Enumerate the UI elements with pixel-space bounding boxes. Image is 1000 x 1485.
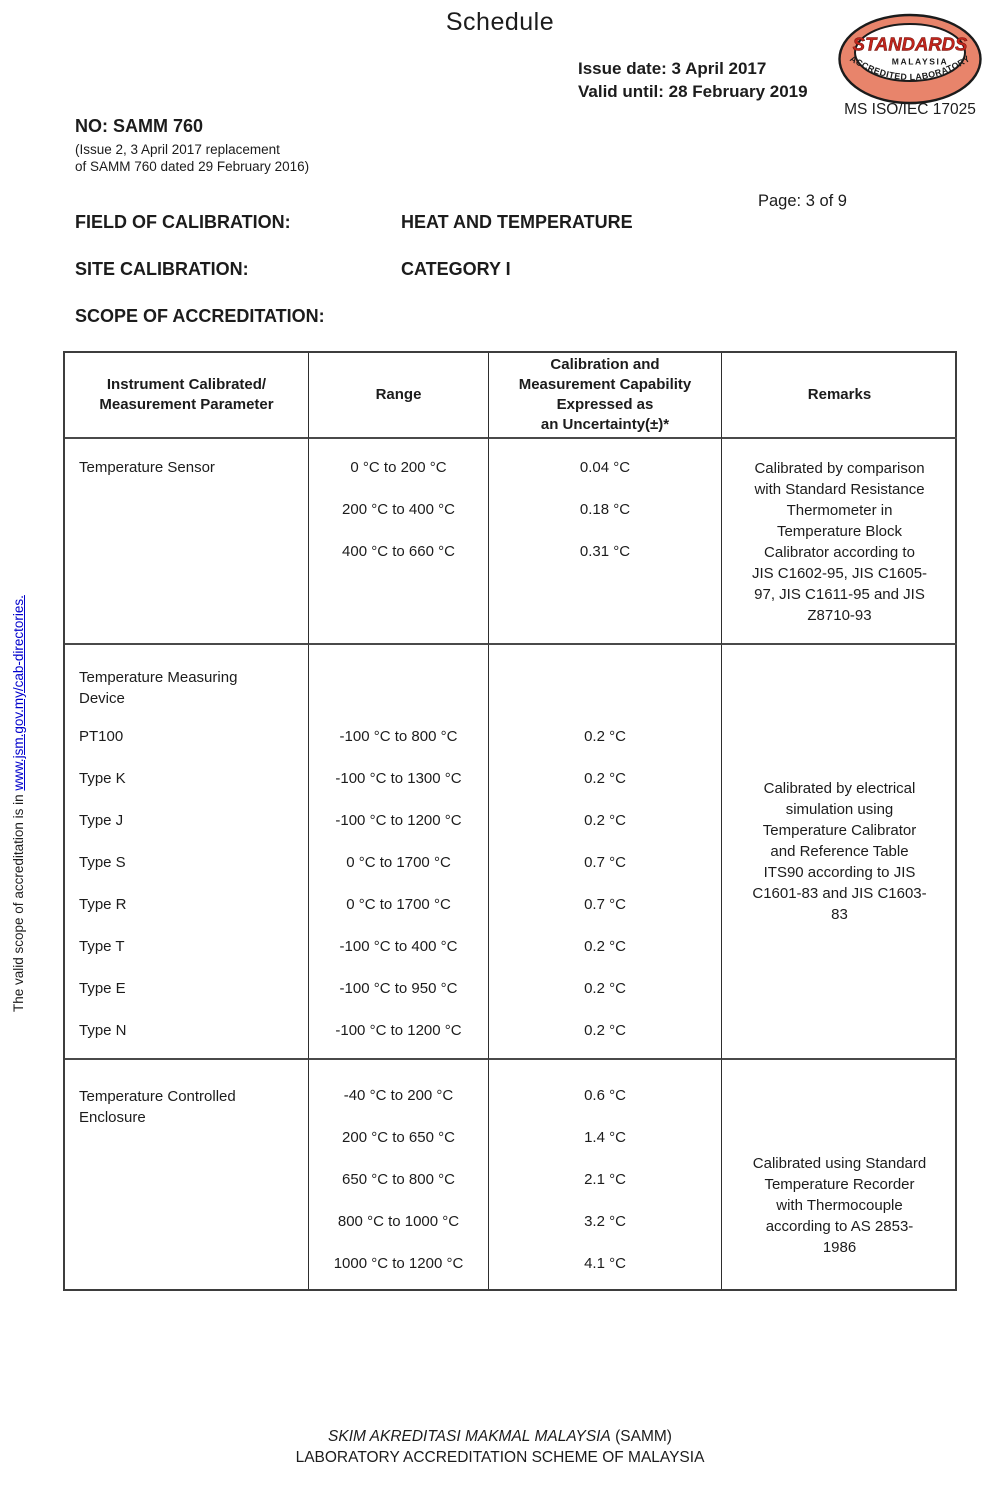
column-header-remarks: Remarks [722, 353, 957, 439]
table-row-remarks-cell: Calibrated by comparison with Standard Resistance Thermometer in Temperature Block Calibrator according to JIS C1602-95, JIS C1605-97, JIS C1611-95 and JIS Z8710-93 [722, 439, 957, 645]
site-calibration-label: SITE CALIBRATION: [75, 259, 249, 279]
table-row-range-cell: -40 °C to 200 °C 200 °C to 650 °C 650 °C to 800 °C 800 °C to 1000 °C 1000 °C to 1200 °C [309, 1060, 489, 1289]
table-row-instrument-cell: Temperature Sensor [65, 439, 309, 645]
field-of-calibration-label: FIELD OF CALIBRATION: [75, 212, 291, 232]
instrument-heading: Temperature Measuring Device [79, 669, 238, 707]
instrument-heading: Temperature Controlled Enclosure [79, 1088, 236, 1126]
table-row-remarks-cell: Calibrated by electrical simulation using Temperature Calibrator and Reference Table ITS90 according to JIS C1601-83 and JIS C1603-83 [722, 645, 957, 1060]
standards-malaysia-logo-icon [836, 13, 984, 105]
table-row-instrument-cell: Temperature Measuring Device PT100 Type K Type J Type S Type R Type T Type E Type N [65, 645, 309, 1060]
site-calibration-value: CATEGORY I [401, 259, 511, 279]
table-row-range-cell: -100 °C to 800 °C -100 °C to 1300 °C -100 °C to 1200 °C 0 °C to 1700 °C 0 °C to 1700 °C -100 °C to 400 °C -100 °C to 950 °C -100 °C to 1200 °C [309, 645, 489, 1060]
certificate-issue-note [75, 141, 309, 175]
issue-date-text: Issue date: 3 April 2017 [578, 59, 767, 78]
logo-malaysia-text: MALAYSIA [891, 56, 949, 67]
page-indicator: Page: 3 of 9 [758, 192, 847, 210]
certificate-issue-note-line1: (Issue 2, 3 April 2017 replacement [75, 142, 280, 157]
page-title: Schedule [445, 8, 555, 36]
logo-accredited-curved-text: ACCREDITED LABORATORY [848, 53, 972, 83]
table-row-remarks-cell: Calibrated using Standard Temperature Recorder with Thermocouple according to AS 2853-1986 [752, 1155, 927, 1256]
valid-until-text: Valid until: 28 February 2019 [578, 82, 808, 101]
footer-line1: SKIM AKREDITASI MAKMAL MALAYSIA (SAMM) [328, 1428, 672, 1445]
cab-directories-link[interactable]: www.jsm.gov.my/cab-directories. [11, 595, 26, 791]
table-row-cmc-cell: 0.04 °C 0.18 °C 0.31 °C [489, 439, 722, 645]
table-row-instrument-cell [65, 1060, 309, 1289]
table-row-cmc-cell: 0.6 °C 1.4 °C 2.1 °C 3.2 °C 4.1 °C [489, 1060, 722, 1289]
column-header-range: Range [309, 353, 489, 439]
logo-standards-text: STANDARDS [852, 33, 968, 55]
certificate-issue-note-line2: of SAMM 760 dated 29 February 2016) [75, 159, 310, 174]
issue-validity-block [578, 57, 808, 103]
table-row-cmc-cell: 0.2 °C 0.2 °C 0.2 °C 0.7 °C 0.7 °C 0.2 °C 0.2 °C 0.2 °C [489, 645, 722, 1060]
certificate-number: NO: SAMM 760 [75, 116, 204, 136]
scope-of-accreditation-label: SCOPE OF ACCREDITATION: [75, 306, 325, 326]
field-of-calibration-value: HEAT AND TEMPERATURE [401, 212, 633, 232]
standards-malaysia-logo [836, 13, 984, 105]
document-footer [0, 1426, 1000, 1468]
table-row-range-cell: 0 °C to 200 °C 200 °C to 400 °C 400 °C to 660 °C [309, 439, 489, 645]
sidebar-note-text: The valid scope of accreditation is in [11, 790, 26, 1012]
iso-standard-label: MS ISO/IEC 17025 [844, 101, 976, 118]
scope-of-accreditation-table [63, 351, 957, 1291]
sidebar-accreditation-note [11, 526, 26, 1012]
column-header-instrument: Instrument Calibrated/ Measurement Parameter [65, 353, 309, 439]
column-header-cmc: Calibration and Measurement Capability Expressed as an Uncertainty(±)* [489, 353, 722, 439]
footer-line2: LABORATORY ACCREDITATION SCHEME OF MALAYSIA [295, 1449, 705, 1466]
